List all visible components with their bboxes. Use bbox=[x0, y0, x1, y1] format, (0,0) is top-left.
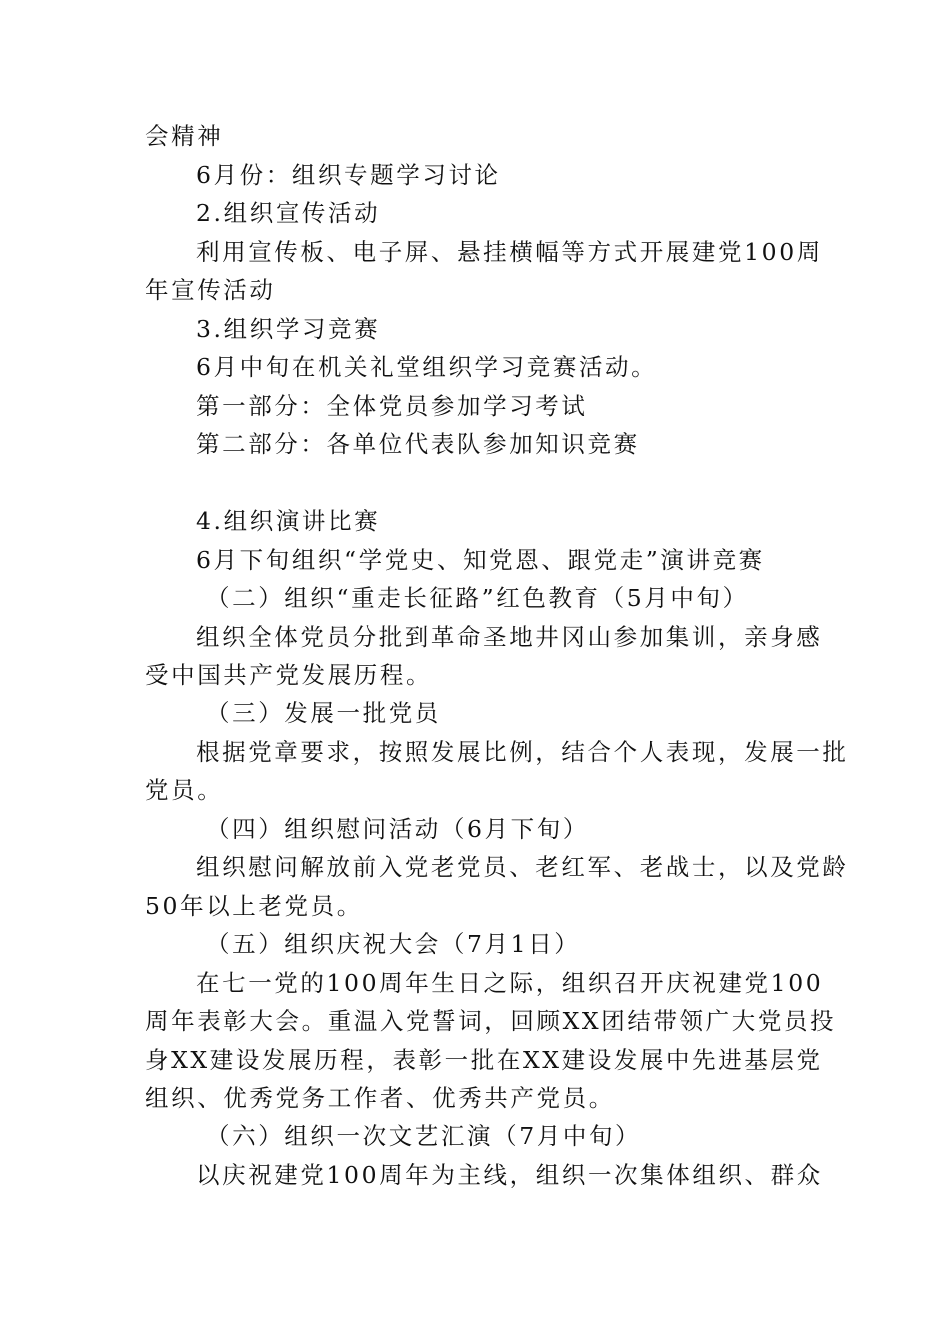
text-line: 党员。 bbox=[145, 776, 224, 804]
text-line: 根据党章要求，按照发展比例，结合个人表现，发展一批 bbox=[196, 738, 849, 766]
section-heading: （二）组织“重走长征路”红色教育（5月中旬） bbox=[206, 584, 749, 612]
section-heading: （五）组织庆祝大会（7月1日） bbox=[206, 930, 581, 958]
text-line: 第二部分：各单位代表队参加知识竞赛 bbox=[196, 430, 640, 458]
text-line: 6月下旬组织“学党史、知党恩、跟党走”演讲竞赛 bbox=[196, 546, 765, 574]
text-line: 50年以上老党员。 bbox=[145, 892, 363, 920]
text-line: 身XX建设发展历程，表彰一批在XX建设发展中先进基层党 bbox=[145, 1046, 823, 1074]
text-line: 6月份：组织专题学习讨论 bbox=[196, 161, 501, 189]
text-line: 组织慰问解放前入党老党员、老红军、老战士，以及党龄 bbox=[196, 853, 849, 881]
section-heading: （三）发展一批党员 bbox=[206, 699, 441, 727]
text-line: 在七一党的100周年生日之际，组织召开庆祝建党100 bbox=[196, 969, 824, 997]
section-heading: （四）组织慰问活动（6月下旬） bbox=[206, 815, 589, 843]
text-line: 6月中旬在机关礼堂组织学习竞赛活动。 bbox=[196, 353, 658, 381]
text-line: 以庆祝建党100周年为主线，组织一次集体组织、群众 bbox=[196, 1161, 823, 1189]
section-heading: 4.组织演讲比赛 bbox=[196, 507, 381, 535]
text-line: 年宣传活动 bbox=[145, 276, 276, 304]
text-line: 周年表彰大会。重温入党誓词，回顾XX团结带领广大党员投 bbox=[145, 1007, 837, 1035]
text-line: 利用宣传板、电子屏、悬挂横幅等方式开展建党100周 bbox=[196, 238, 823, 266]
text-line: 第一部分：全体党员参加学习考试 bbox=[196, 392, 588, 420]
section-heading: （六）组织一次文艺汇演（7月中旬） bbox=[206, 1122, 642, 1150]
text-line: 组织、优秀党务工作者、优秀共产党员。 bbox=[145, 1084, 615, 1112]
text-line: 受中国共产党发展历程。 bbox=[145, 661, 433, 689]
section-heading: 3.组织学习竞赛 bbox=[196, 315, 381, 343]
text-line: 会精神 bbox=[145, 122, 224, 150]
section-heading: 2.组织宣传活动 bbox=[196, 199, 381, 227]
text-line: 组织全体党员分批到革命圣地井冈山参加集训，亲身感 bbox=[196, 623, 823, 651]
